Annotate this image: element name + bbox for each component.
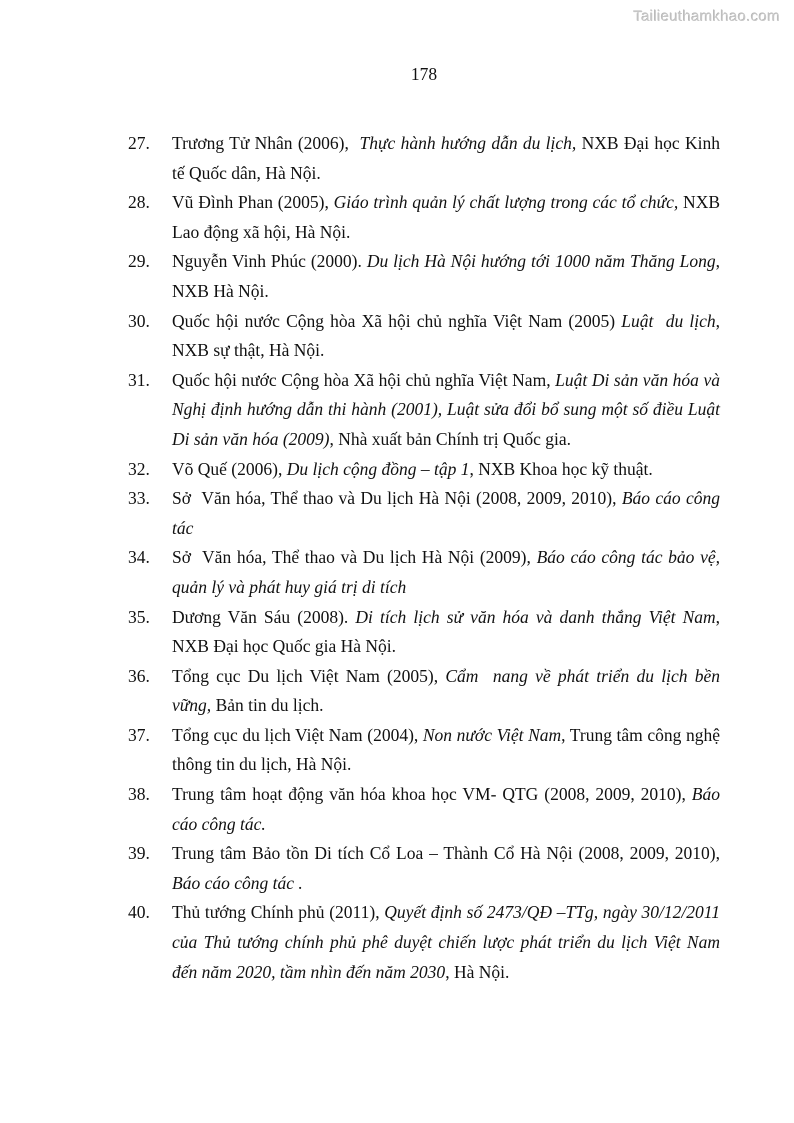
reference-number: 28. xyxy=(128,192,150,213)
reference-text xyxy=(172,459,653,479)
reference-text-segment: NXB Đại học Kinh tế Quốc dân, Hà Nội. xyxy=(172,133,725,183)
reference-title-italic: Cẩm nang về phát triển du lịch bền vững, xyxy=(172,665,725,716)
reference-text-segment: , NXB Hà Nội. xyxy=(172,251,725,301)
reference-text-segment: Bản tin du lịch. xyxy=(211,695,324,716)
reference-title-italic: Báo cáo công tác . xyxy=(172,872,303,893)
reference-item xyxy=(128,839,725,898)
reference-text-segment: Tổng cục du lịch Việt Nam (2004), xyxy=(172,724,423,745)
reference-text xyxy=(172,251,724,301)
reference-item xyxy=(128,898,725,987)
reference-text-segment: Nguyễn Vinh Phúc (2000). xyxy=(172,251,367,272)
reference-item xyxy=(128,307,725,366)
reference-text xyxy=(172,488,724,538)
reference-number: 38. xyxy=(128,784,150,805)
reference-title-italic: Luật Di sản văn hóa và Nghị định hướng dẫn thi hành (2001), Luật sửa đổi bổ sung một số điều Luật Di sản văn hóa (2009) xyxy=(172,369,725,449)
reference-text-segment: Trương Tử Nhân (2006), xyxy=(172,133,360,153)
reference-number: 36. xyxy=(128,665,150,686)
reference-text-segment: , Hà Nội. xyxy=(445,961,510,982)
reference-number: 39. xyxy=(128,843,150,864)
reference-text-segment: Tổng cục Du lịch Việt Nam (2005), xyxy=(172,665,446,686)
page-number: 178 xyxy=(410,64,438,84)
reference-text-segment: , Nhà xuất bản Chính trị Quốc gia. xyxy=(329,428,572,449)
reference-item xyxy=(128,366,725,455)
reference-text xyxy=(172,607,724,657)
reference-item xyxy=(128,543,725,602)
reference-text-segment: Dương Văn Sáu (2008). xyxy=(172,606,356,627)
reference-text-segment: Võ Quế (2006), xyxy=(172,458,287,479)
reference-number: 31. xyxy=(128,369,150,390)
reference-item xyxy=(128,129,725,188)
reference-title-italic: Báo cáo công tác bảo vệ, quản lý và phát huy giá trị di tích xyxy=(172,547,725,597)
reference-text-segment: , Trung tâm công nghệ thông tin du lịch, Hà Nội. xyxy=(172,724,725,775)
reference-title-italic: Quyết định số 2473/QĐ –TTg, ngày 30/12/2011 của Thủ tướng chính phủ phê duyệt chiến lược phát triển du lịch Việt Nam đến năm 2020, tầm nhìn đến năm 2030 xyxy=(172,902,725,982)
reference-text xyxy=(172,666,724,716)
reference-number: 37. xyxy=(128,724,150,745)
reference-item xyxy=(128,603,725,662)
reference-number: 35. xyxy=(128,606,150,627)
reference-text xyxy=(172,133,724,183)
reference-title-italic: Du lịch Hà Nội hướng tới 1000 năm Thăng Long xyxy=(366,251,716,272)
reference-title-italic: Thực hành hướng dẫn du lịch, xyxy=(359,133,577,153)
reference-number: 27. xyxy=(128,133,150,153)
watermark-text: Tailieuthamkhao.com xyxy=(633,8,780,25)
reference-text-segment: , NXB sự thật, Hà Nội. xyxy=(172,310,725,361)
reference-text-segment: Sở Văn hóa, Thể thao và Du lịch Hà Nội (2009), xyxy=(172,547,537,568)
reference-text xyxy=(172,311,724,361)
reference-item xyxy=(128,247,725,306)
reference-number: 30. xyxy=(128,310,150,331)
reference-text-segment: Thủ tướng Chính phủ (2011), xyxy=(172,902,385,923)
reference-text-segment: , NXB Khoa học kỹ thuật. xyxy=(469,458,653,479)
reference-number: 33. xyxy=(128,488,150,509)
reference-title-italic: Giáo trình quản lý chất lượng trong các tổ chức, xyxy=(333,192,679,213)
reference-number: 40. xyxy=(128,902,150,923)
reference-title-italic: Non nước Việt Nam xyxy=(422,724,562,745)
reference-title-italic: Báo cáo công tác xyxy=(172,488,725,538)
reference-text xyxy=(172,547,724,597)
reference-text-segment: Trung tâm hoạt động văn hóa khoa học VM- QTG (2008, 2009, 2010), xyxy=(172,784,692,805)
reference-text xyxy=(172,370,724,449)
reference-title-italic: Di tích lịch sử văn hóa và danh thắng Việt Nam xyxy=(355,606,716,627)
reference-title-italic: Du lịch cộng đồng – tập 1 xyxy=(286,458,470,479)
reference-number: 34. xyxy=(128,547,150,568)
reference-item xyxy=(128,662,725,721)
reference-text xyxy=(172,784,724,834)
reference-text xyxy=(172,192,724,242)
reference-number: 29. xyxy=(128,251,150,272)
reference-item xyxy=(128,484,725,543)
reference-text-segment: Vũ Đình Phan (2005), xyxy=(172,192,334,213)
reference-text-segment: Quốc hội nước Cộng hòa Xã hội chủ nghĩa Việt Nam (2005) xyxy=(172,310,622,331)
reference-item xyxy=(128,780,725,839)
reference-text xyxy=(172,843,724,893)
reference-item xyxy=(128,455,720,485)
references-list xyxy=(128,129,725,987)
reference-text-segment: NXB Lao động xã hội, Hà Nội. xyxy=(172,192,725,242)
reference-item xyxy=(128,721,725,780)
reference-number: 32. xyxy=(128,458,150,479)
reference-text-segment: Trung tâm Bảo tồn Di tích Cổ Loa – Thành Cổ Hà Nội (2008, 2009, 2010), xyxy=(172,843,725,864)
reference-text-segment: Sở Văn hóa, Thể thao và Du lịch Hà Nội (2008, 2009, 2010), xyxy=(172,488,622,509)
reference-title-italic: Luật du lịch xyxy=(621,310,716,331)
reference-text-segment: , NXB Đại học Quốc gia Hà Nội. xyxy=(172,606,725,657)
reference-title-italic: Báo cáo công tác. xyxy=(172,784,725,834)
reference-item xyxy=(128,188,725,247)
reference-text-segment: Quốc hội nước Cộng hòa Xã hội chủ nghĩa Việt Nam, xyxy=(172,369,556,390)
reference-text xyxy=(172,902,724,981)
reference-text xyxy=(172,725,724,775)
